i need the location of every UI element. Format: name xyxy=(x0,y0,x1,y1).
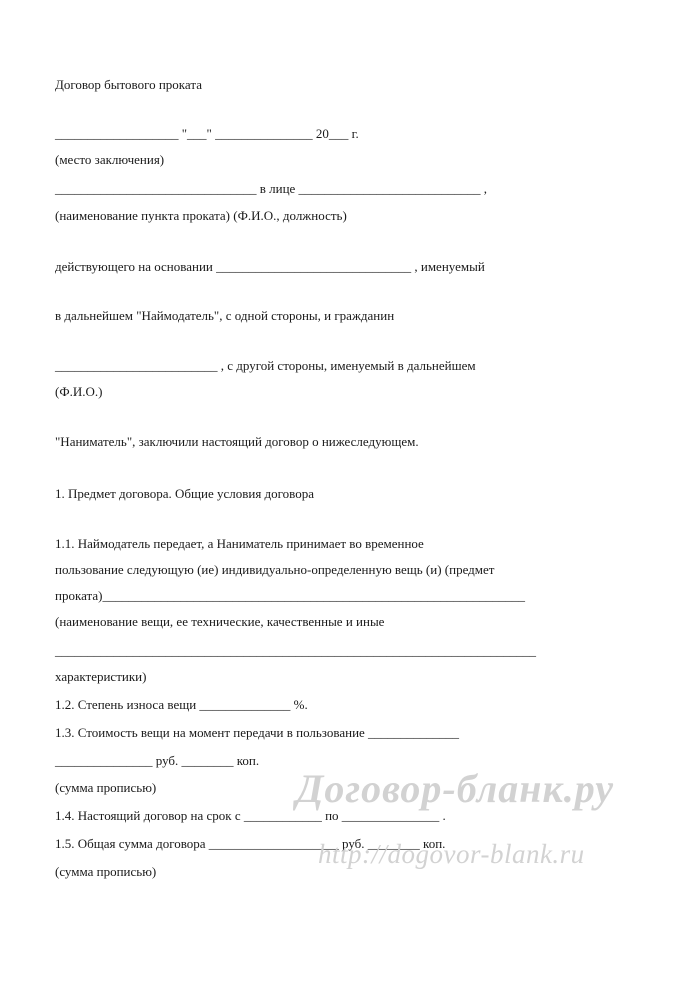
section-1-heading: 1. Предмет договора. Общие условия договора xyxy=(55,486,314,501)
clause-1-1-line-1: 1.1. Наймодатель передает, а Наниматель принимает во временное xyxy=(55,536,424,551)
basis-line: действующего на основании ______________________________ , именуемый xyxy=(55,259,485,274)
clause-1-2: 1.2. Степень износа вещи ______________ %. xyxy=(55,697,308,712)
landlord-term-line: в дальнейшем "Наймодатель", с одной стороны, и гражданин xyxy=(55,308,395,323)
clause-1-1-line-2: пользование следующую (ие) индивидуально-определенную вещь (и) (предмет xyxy=(55,562,495,577)
clause-1-3-amount: _______________ руб. ________ коп. xyxy=(55,753,260,768)
place-date-line: ___________________ "___" _______________ 20___ г. xyxy=(55,126,359,141)
amount-caption: (сумма прописью) xyxy=(55,780,157,795)
clause-1-1-line-3: проката)_________________________________________________________________ xyxy=(55,588,525,603)
item-blank-line: __________________________________________________________________________ xyxy=(55,643,536,658)
clause-1-5: 1.5. Общая сумма договора ____________________ руб. ________ коп. xyxy=(55,836,446,851)
agreement-line: "Наниматель", заключили настоящий договор о нижеследующем. xyxy=(55,434,419,449)
tenant-caption: (Ф.И.О.) xyxy=(55,384,103,399)
landlord-caption: (наименование пункта проката) (Ф.И.О., должность) xyxy=(55,208,347,223)
item-caption-end: характеристики) xyxy=(55,669,147,684)
landlord-line: _______________________________ в лице ____________________________ , xyxy=(55,181,488,196)
document-title: Договор бытового проката xyxy=(55,77,202,92)
watermark-url: http://dogovor-blank.ru xyxy=(318,839,585,869)
place-caption: (место заключения) xyxy=(55,152,165,167)
tenant-line: _________________________ , с другой стороны, именуемый в дальнейшем xyxy=(55,358,476,373)
clause-1-4: 1.4. Настоящий договор на срок с ____________ по _______________ . xyxy=(55,808,446,823)
watermark-title: Договор-бланк.ру xyxy=(296,766,614,811)
item-caption: (наименование вещи, ее технические, качественные и иные xyxy=(55,614,385,629)
total-amount-caption: (сумма прописью) xyxy=(55,864,157,879)
clause-1-3: 1.3. Стоимость вещи на момент передачи в пользование ______________ xyxy=(55,725,460,740)
